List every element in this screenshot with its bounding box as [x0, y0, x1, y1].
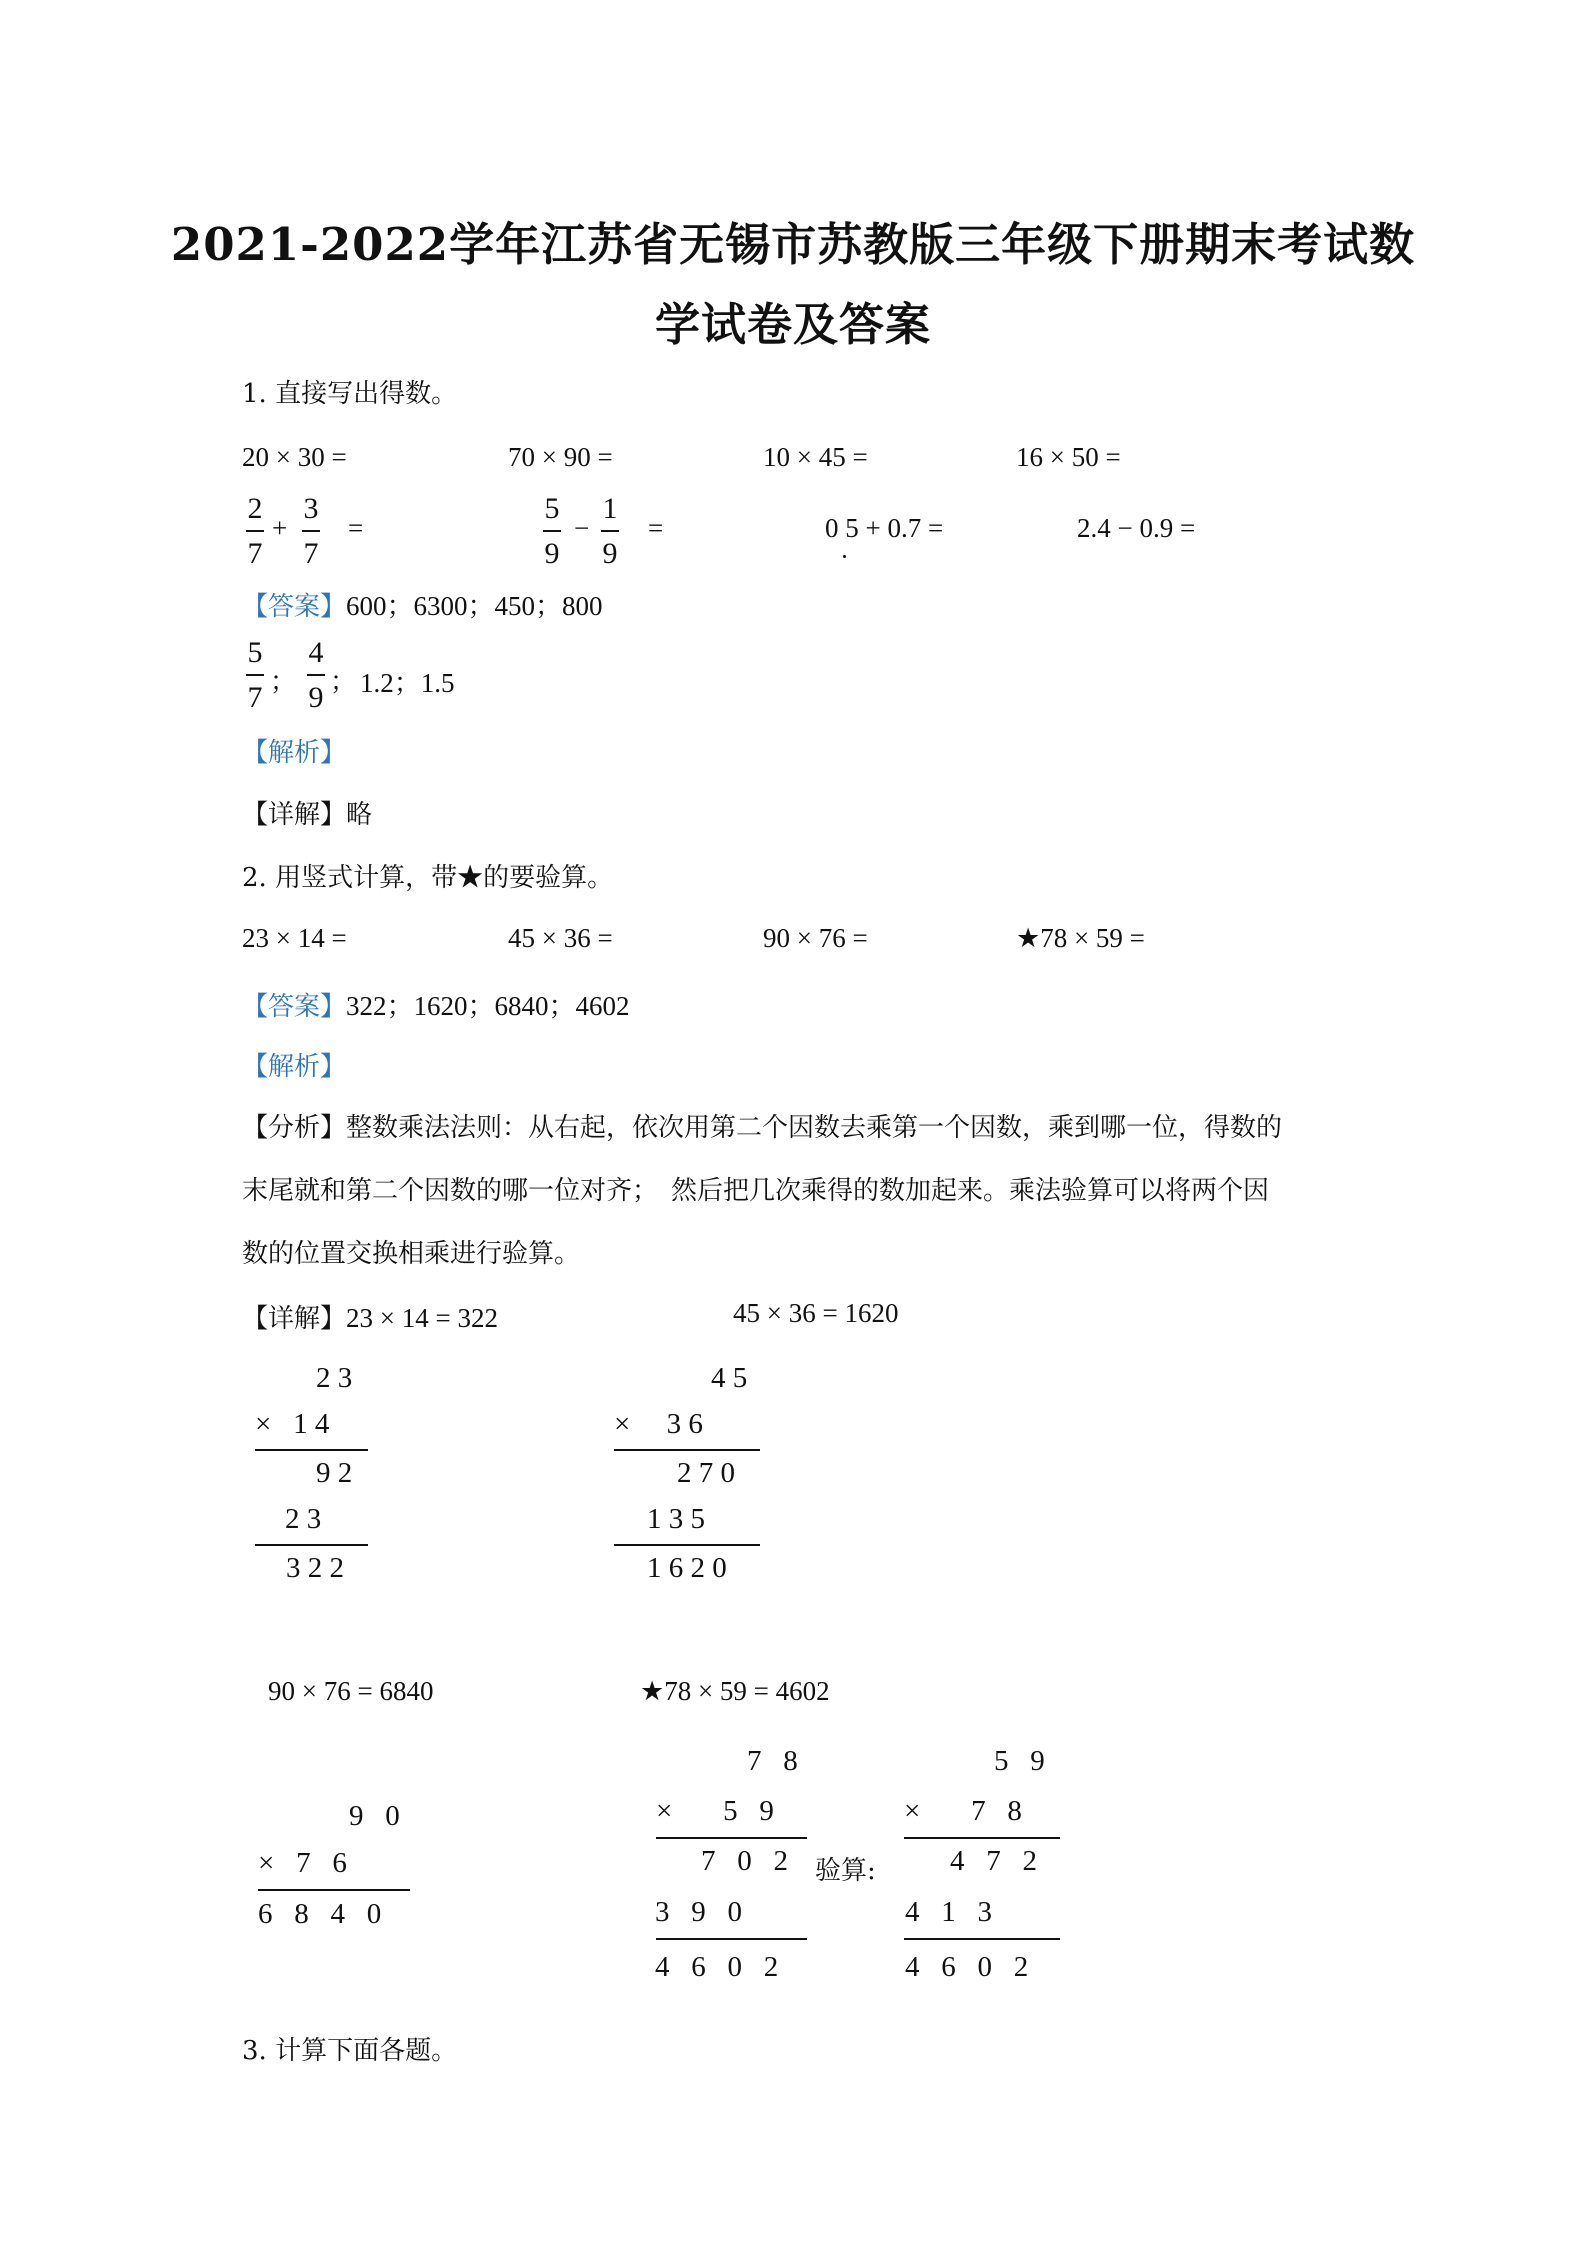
v4-line-2: × 5 9	[656, 1795, 774, 1827]
v1-line-2: × 1 4	[255, 1408, 330, 1440]
v4-line-4: 3 9 0	[655, 1896, 742, 1928]
page-title: 2021-2022学年江苏省无锡市苏教版三年级下册期末考试数	[170, 218, 1416, 271]
q1-expr-2: 70 × 90 =	[508, 442, 613, 472]
v1-line-3: 9 2	[316, 1457, 353, 1489]
v4-rule-2	[656, 1938, 807, 1940]
answer-decimals: 1.2；1.5	[360, 668, 455, 698]
q1-fraction-a: 2 7	[247, 492, 263, 570]
v1-line-1: 2 3	[316, 1362, 353, 1394]
v1-line-4: 2 3	[285, 1503, 322, 1535]
q1-decimal-expr-1: 0 5 + 0.7 =	[825, 513, 944, 543]
answer-fraction-2: 4 9	[308, 636, 324, 714]
answer-separator-1: ；	[270, 667, 297, 697]
page-title-line2: 学试卷及答案	[654, 298, 931, 351]
answer-text: 600；6300；450；800	[346, 591, 603, 621]
v3-line-1: 9 0	[349, 1800, 400, 1832]
question-1-heading: 1. 直接写出得数。	[242, 379, 458, 409]
q2-detail-line: 【详解】23 × 14 = 322	[242, 1303, 498, 1334]
v3-rule-1	[258, 1889, 410, 1891]
q2-equation-4: ★78 × 59 = 4602	[640, 1676, 830, 1706]
fenxi-tag: 【分析】	[242, 1113, 347, 1143]
q2-expr-2: 45 × 36 =	[508, 923, 613, 953]
q1-answer-line	[242, 584, 603, 623]
q1-fraction-b: 3 7	[303, 492, 319, 570]
v1-line-5: 3 2 2	[286, 1552, 344, 1584]
question-3-heading: 3. 计算下面各题。	[242, 2036, 458, 2066]
answer-fraction-1: 5 7	[247, 636, 263, 714]
v5-rule-2	[904, 1938, 1060, 1940]
q1-equals-1: =	[348, 513, 364, 543]
question-2-heading: 2. 用竖式计算，带★的要验算。	[242, 863, 614, 893]
v3-line-2: × 7 6	[258, 1847, 347, 1879]
v5-line-3: 4 7 2	[950, 1845, 1037, 1877]
v5-line-2: × 7 8	[904, 1795, 1022, 1827]
answer-separator-2: ；	[330, 667, 357, 697]
decimal-point-mark	[843, 555, 846, 558]
v2-rule-1	[614, 1449, 760, 1451]
v2-rule-2	[614, 1544, 760, 1546]
v2-line-5: 1 6 2 0	[647, 1552, 727, 1584]
q1-equals-2: =	[648, 513, 664, 543]
q1-decimal-expr-2: 2.4 − 0.9 =	[1077, 513, 1196, 543]
v5-line-4: 4 1 3	[905, 1896, 992, 1928]
v2-line-2: × 3 6	[614, 1408, 703, 1440]
q2-fenxi-line-2: 末尾就和第二个因数的哪一位对齐； 然后把几次乘得的数加起来。乘法验算可以将两个因	[242, 1176, 1270, 1206]
q2-expr-3: 90 × 76 =	[763, 923, 868, 953]
q2-equation-2: 45 × 36 = 1620	[733, 1298, 899, 1328]
answer-text: 322；1620；6840；4602	[346, 991, 630, 1021]
q1-expr-4: 16 × 50 =	[1016, 442, 1121, 472]
v1-rule-2	[255, 1544, 368, 1546]
v2-line-4: 1 3 5	[647, 1503, 705, 1535]
q2-fenxi-line-1: 【分析】整数乘法法则：从右起，依次用第二个因数去乘第一个因数，乘到哪一位，得数的	[242, 1113, 1283, 1143]
q1-analysis-tag: 【解析】	[242, 738, 347, 768]
v4-rule-1	[656, 1837, 807, 1839]
v4-line-5: 4 6 0 2	[655, 1951, 779, 1983]
v5-line-5: 4 6 0 2	[905, 1951, 1029, 1983]
check-label: 验算:	[815, 1856, 876, 1886]
q2-equation-3: 90 × 76 = 6840	[268, 1676, 434, 1706]
q2-analysis-tag: 【解析】	[242, 1052, 347, 1082]
q1-fraction-c: 5 9	[544, 492, 560, 570]
detail-text: 略	[346, 800, 373, 830]
v1-rule-1	[255, 1449, 368, 1451]
q2-answer-line	[242, 984, 630, 1023]
q2-expr-1: 23 × 14 =	[242, 923, 347, 953]
answer-tag: 【答案】	[242, 592, 347, 622]
answer-tag: 【答案】	[242, 992, 347, 1022]
detail-tag: 【详解】	[242, 1304, 347, 1334]
q1-plus-sign: +	[272, 513, 288, 543]
v5-line-1: 5 9	[994, 1745, 1045, 1777]
q1-minus-sign: −	[574, 513, 590, 543]
q1-fraction-d: 1 9	[602, 492, 618, 570]
q1-expr-1: 20 × 30 =	[242, 442, 347, 472]
v5-rule-1	[904, 1837, 1060, 1839]
q2-fenxi-line-3: 数的位置交换相乘进行验算。	[242, 1239, 581, 1269]
q2-expr-4: ★78 × 59 =	[1016, 923, 1145, 953]
q1-detail-line	[242, 794, 372, 831]
v4-line-1: 7 8	[747, 1745, 798, 1777]
q1-expr-3: 10 × 45 =	[763, 442, 868, 472]
v4-line-3: 7 0 2	[701, 1845, 788, 1877]
v2-line-1: 4 5	[711, 1362, 748, 1394]
v2-line-3: 2 7 0	[677, 1457, 735, 1489]
detail-tag: 【详解】	[242, 800, 347, 830]
v3-line-3: 6 8 4 0	[258, 1898, 382, 1930]
